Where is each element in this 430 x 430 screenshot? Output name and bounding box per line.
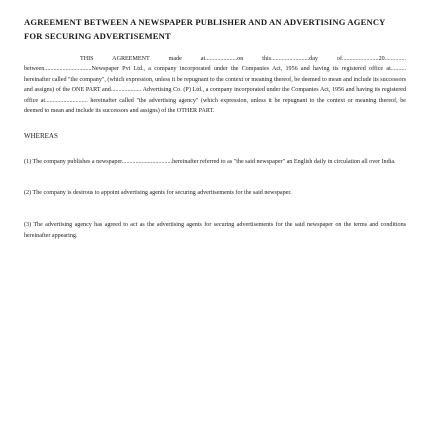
recital-2: (2) The company is desirous to appoint advertising agents for securing advertisements for the said newspaper.	[24, 189, 292, 196]
recital-3: (3) The advertising agency has agreed to act as the advertising agents for securing advertisements for the said newspaper on the terms and conditions hereinafter appearing.	[24, 222, 406, 239]
recital-1: (1) The company publishes a newspaper.................................hereinafter referred to as "the said newspaper" an English daily in circulation all over India.	[24, 159, 396, 166]
opening-paragraph: THIS AGREEMENT made at.....................on this.........................day of........................20.............. between...............................Newspaper Pvt Ltd., a company incorporated under the Companies Act, 1956 and having its registered office at.......... hereinafter called "the company", (which expression, unless it be repugnant to the context or meaning thereof, be deemed to mean and include its successors and assigns) of the ONE PART and.................... Advertising Co. (P) Ltd., a company incorporated under the Companies Act, 1956 and having its registered office at............................ hereinafter called "the advertising agency" (which expression, unless it be repugnant to the context or meaning thereof, be deemed to mean and include its successors and assigns) of the OTHER PART.	[24, 56, 406, 115]
whereas-heading: WHEREAS	[24, 132, 58, 141]
document-page	[24, 16, 406, 430]
document-title: AGREEMENT BETWEEN A NEWSPAPER PUBLISHER AND AN ADVERTISING AGENCY FOR SECURING ADVERTISEMENT	[24, 17, 386, 41]
